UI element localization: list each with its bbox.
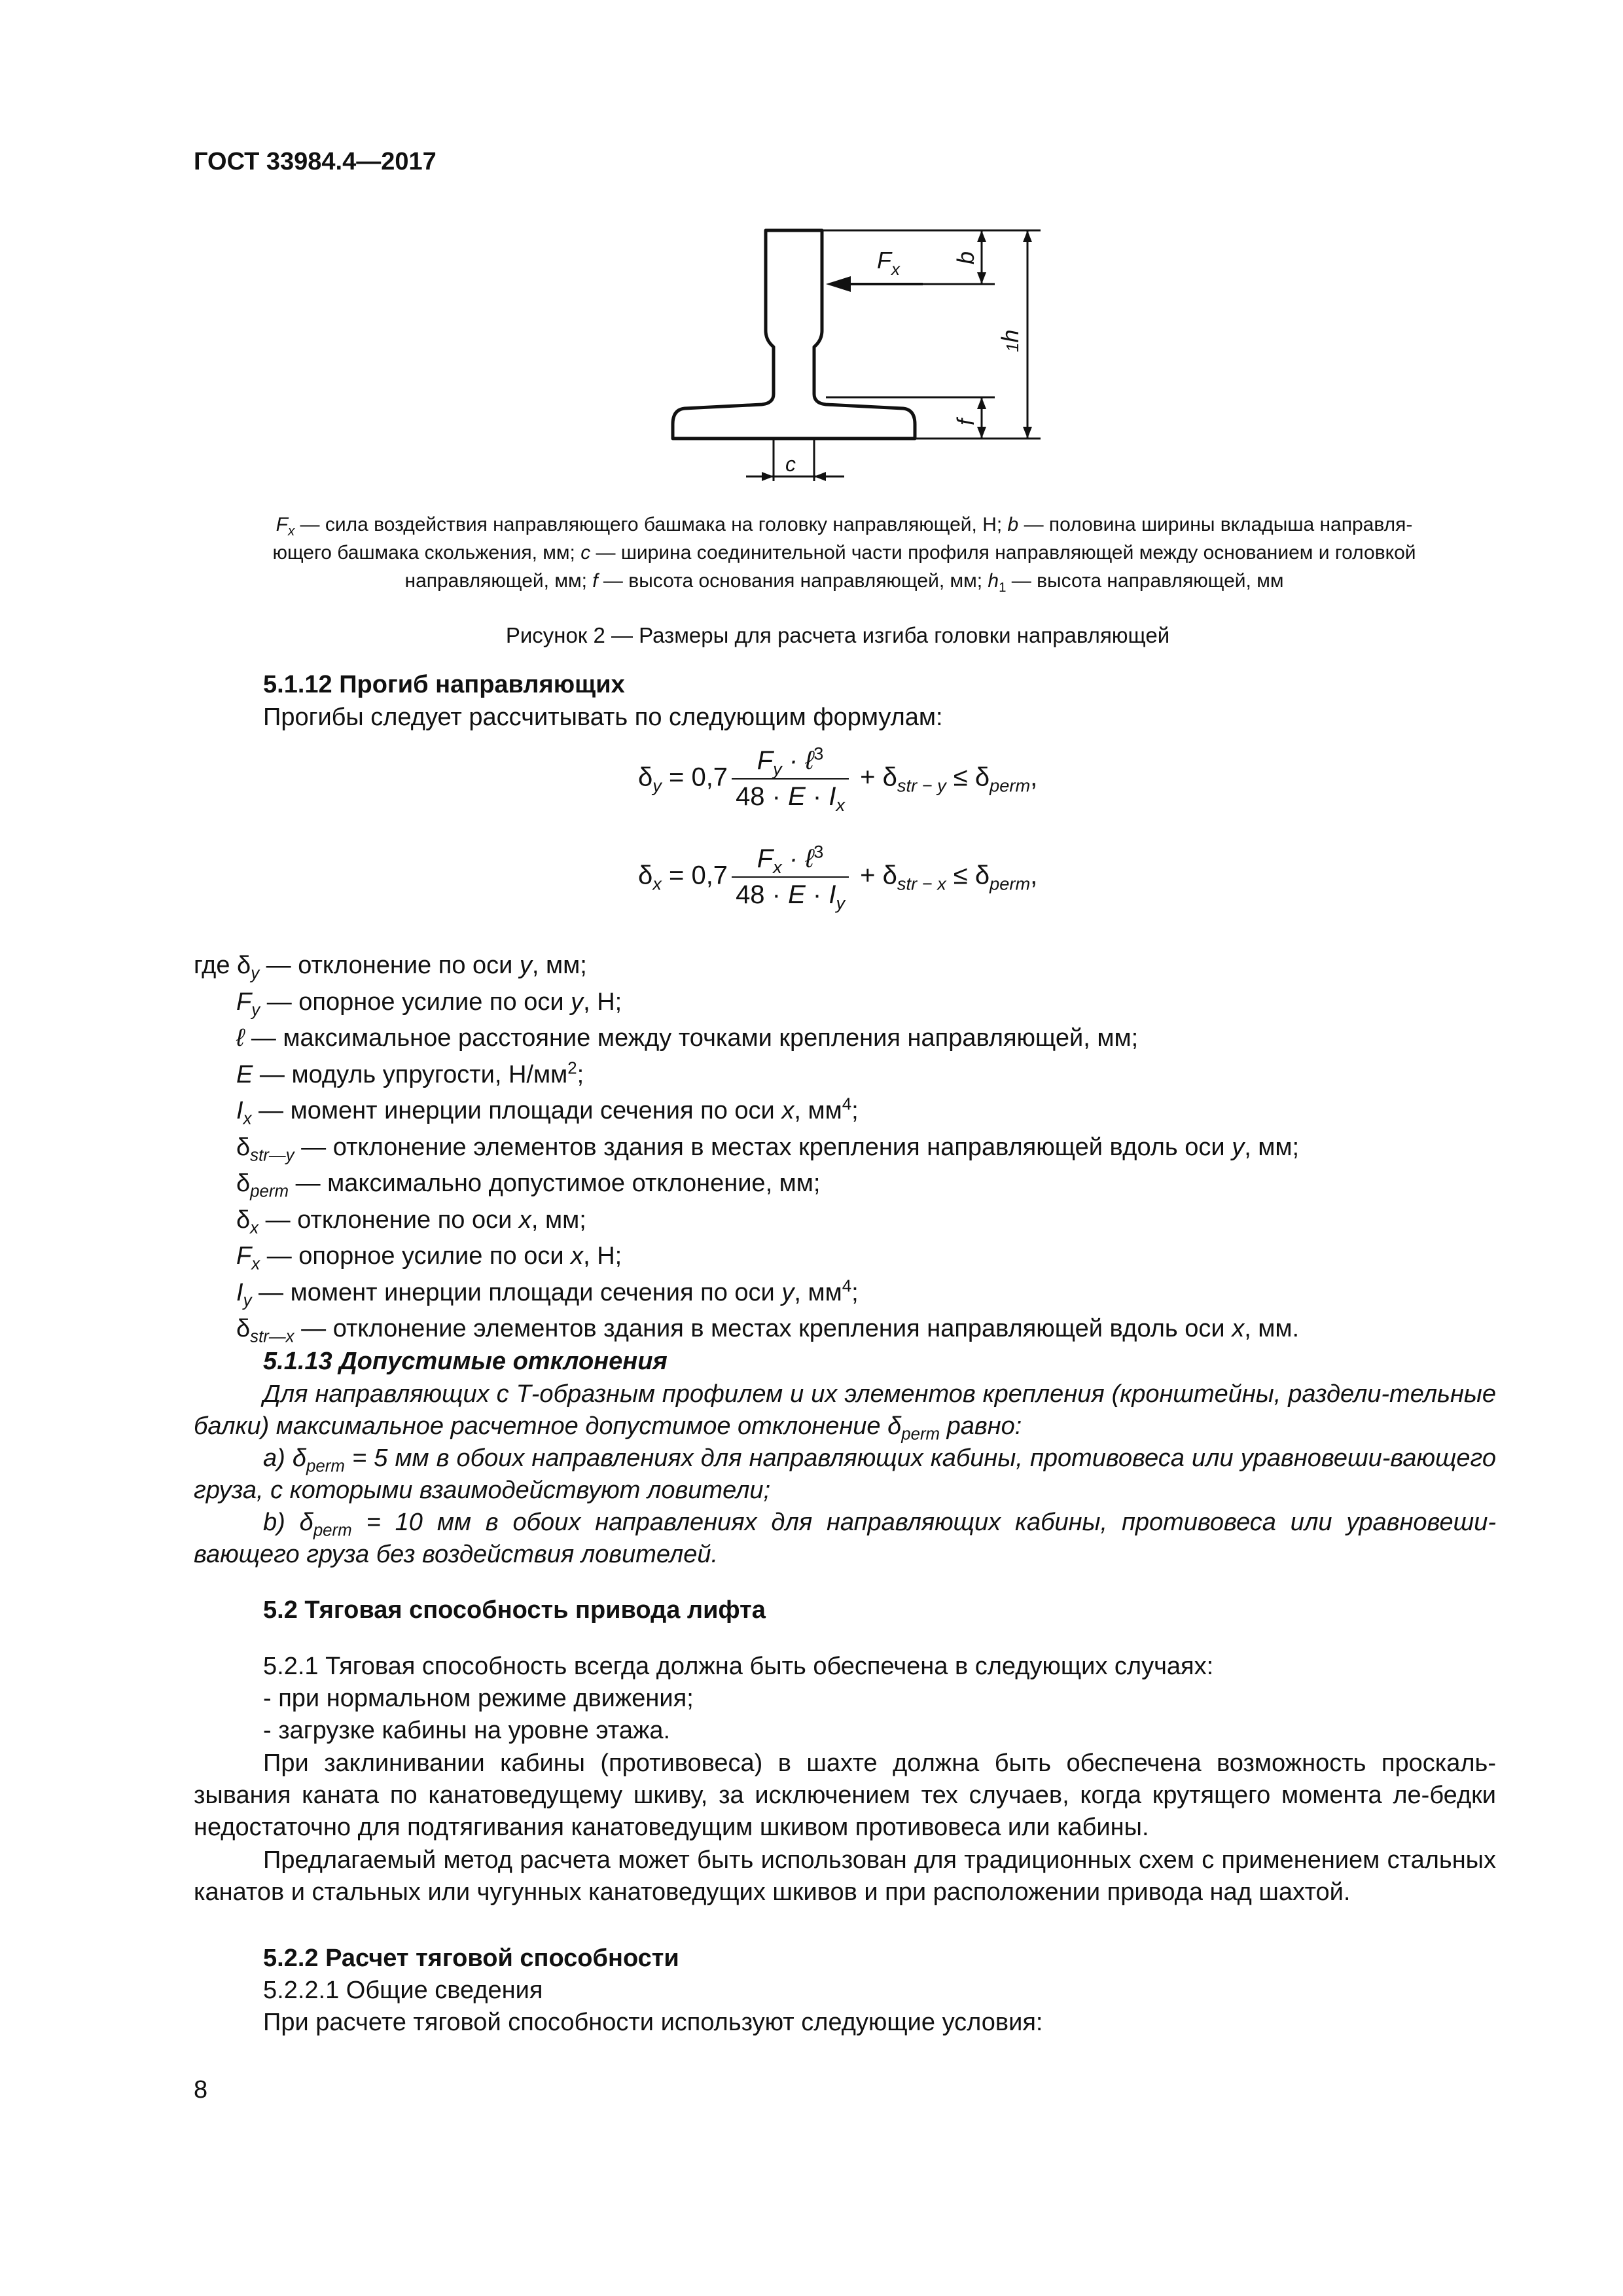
permissible-deviation-item-b: b) $\delta_{perm} = 10$ мм в обоих направлениях для направляющих кабины, противовеса или уравновеши-вающего груза без воздействия ловителей. <box>194 1509 1497 1568</box>
section-heading-5-1-12: 5.1.12 Прогиб направляющих <box>263 671 625 698</box>
figure-note-line-1: $F_x$ — сила воздействия направляющего башмака на головку направляющей, Н; b — половина ширины вкладыша направля- <box>276 514 1413 539</box>
section-subheading-5-2-2-1: 5.2.2.1 Общие сведения <box>263 1977 543 2004</box>
label-f: f <box>952 418 979 425</box>
document-code-header: ГОСТ 33984.4—2017 <box>194 148 437 175</box>
definition-item: где $\delta_y$ — отклонение по оси y, мм; <box>194 952 587 983</box>
figure-note-line-2: ющего башмака скольжения, мм; c — ширина соединительной части профиля направляющей между основанием и головкой <box>272 542 1416 564</box>
definitions-list <box>194 948 1503 1348</box>
section-heading-5-2-2: 5.2.2 Расчет тяговой способности <box>263 1945 679 1972</box>
page-number: 8 <box>194 2076 208 2104</box>
label-c: c <box>785 452 796 476</box>
permissible-deviation-paragraph: Для направляющих с Т-образным профилем и их элементов крепления (кронштейны, раздели-тельные балки) максимальное расчетное допустимое отклонение $\delta_{perm}$ равно: <box>194 1380 1496 1444</box>
section-heading-5-2: 5.2 Тяговая способность привода лифта <box>263 1596 766 1624</box>
definition-item: $\delta_{str—y}$ — отклонение элементов здания в местах крепления направляющей вдоль оси y, мм; <box>236 1133 1300 1165</box>
force-arrow-head <box>826 276 851 292</box>
definition-item: E — модуль упругости, $Н/мм^2$; <box>236 1058 584 1088</box>
section-intro-5-1-12: Прогибы следует рассчитывать по следующим формулам: <box>263 704 943 731</box>
list-item: - загрузке кабины на уровне этажа. <box>263 1717 671 1744</box>
formula-deflection-x: $\delta_x = 0,7$ $\frac{F_x \cdot \ell^3}{48 \cdot E \cdot I_y}$ + $\delta_{str - x} \le \delta_{perm}$, <box>638 841 1038 913</box>
label-h1: 1h <box>997 329 1024 352</box>
figure-note-line-3: направляющей, мм; f — высота основания направляющей, мм; $h_1$ — высота направляющей, мм <box>404 570 1284 595</box>
section-paragraph-5-2-2-1: При расчете тяговой способности используют следующие условия: <box>263 2009 1043 2036</box>
label-b: b <box>952 251 979 264</box>
guide-rail-figure <box>654 216 1073 497</box>
calculation-method-paragraph: Предлагаемый метод расчета может быть использован для традиционных схем с применением стальных канатов и стальных или чугунных канатоведущих шкивов и при расположении привода над шахтой. <box>194 1846 1496 1906</box>
label-fx: $F_x$ <box>877 247 900 279</box>
definition-item: $\delta_{perm}$ — максимально допустимое отклонение, мм; <box>236 1170 821 1201</box>
permissible-deviation-item-a: a) $\delta_{perm} = 5$ мм в обоих направлениях для направляющих кабины, противовеса или уравновеши-вающего груза, с которыми взаимодействуют ловители; <box>194 1444 1496 1504</box>
definition-item: $\delta_{str—x}$ — отклонение элементов здания в местах крепления направляющей вдоль оси x, мм. <box>236 1315 1300 1346</box>
list-item: - при нормальном режиме движения; <box>263 1685 694 1712</box>
section-heading-5-1-13: 5.1.13 Допустимые отклонения <box>263 1348 668 1375</box>
definition-item: ℓ — максимальное расстояние между точками крепления направляющей, мм; <box>236 1024 1139 1052</box>
definition-item: $I_y$ — момент инерции площади сечения по оси y, $мм^4$; <box>236 1276 859 1310</box>
formula-deflection-y: $\delta_y = 0,7$ $\frac{F_y \cdot \ell^3}{48 \cdot E \cdot I_x}$ + $\delta_{str - y} \le \delta_{perm}$, <box>638 743 1038 815</box>
definition-item: $F_x$ — опорное усилие по оси x, Н; <box>236 1242 622 1274</box>
section-paragraph-5-2-1: 5.2.1 Тяговая способность всегда должна быть обеспечена в следующих случаях: <box>263 1653 1214 1680</box>
figure-notes <box>203 511 1486 595</box>
jamming-paragraph: При заклинивании кабины (противовеса) в шахте должна быть обеспечена возможность проскаль-зывания каната по канатоведущему шкиву, за исключением тех случаев, когда крутящего момента ле-бедки недостаточно для подтягивания канатоведущим шкивом противовеса или кабины. <box>194 1749 1496 1841</box>
figure-title: Рисунок 2 — Размеры для расчета изгиба головки направляющей <box>505 623 1170 647</box>
definition-item: $I_x$ — момент инерции площади сечения по оси x, $мм^4$; <box>236 1095 859 1128</box>
definition-item: $\delta_x$ — отклонение по оси x, мм; <box>236 1206 586 1238</box>
definition-item: $F_y$ — опорное усилие по оси y, Н; <box>236 988 622 1020</box>
